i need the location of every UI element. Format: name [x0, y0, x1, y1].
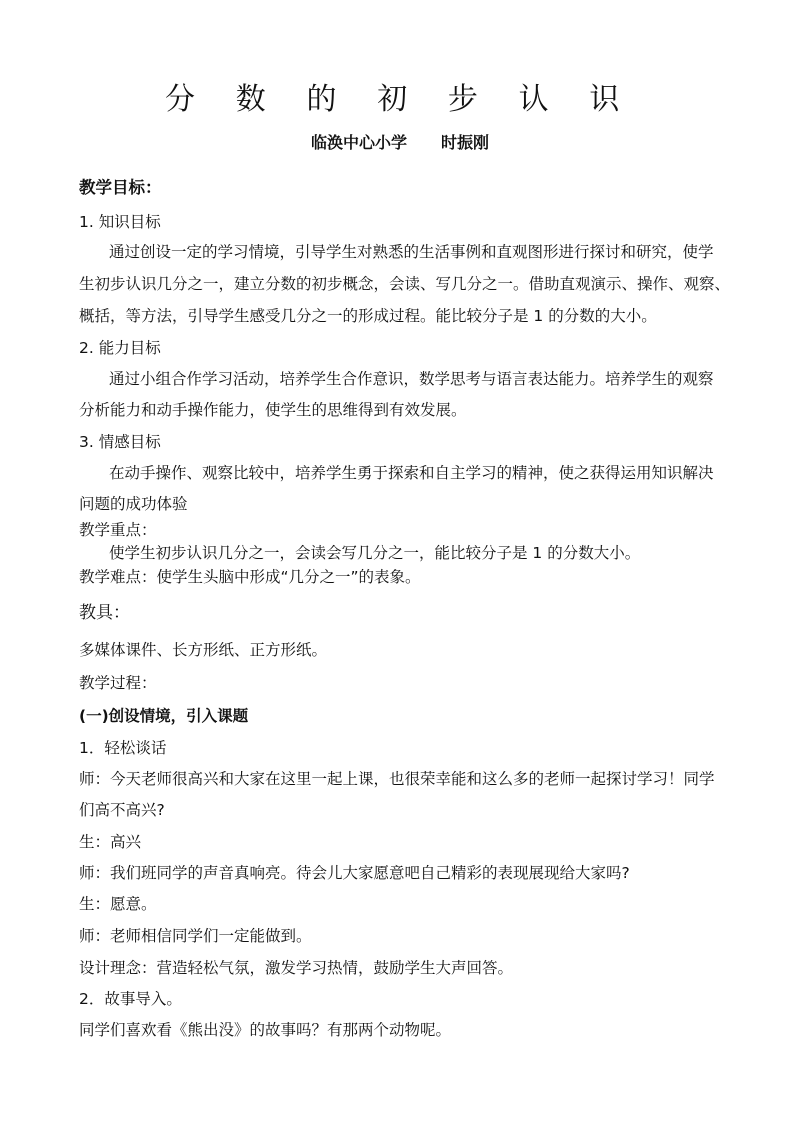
difficulty-text: 教学难点：使学生头脑中形成“几分之一”的表象。: [79, 568, 421, 586]
knowledge-line-1: 通过创设一定的学习情境，引导学生对熟悉的生活事例和直观图形进行探讨和研究，使学: [109, 243, 714, 261]
item1-talk: 1．轻松谈话: [79, 739, 167, 757]
ability-line-2: 分析能力和动手操作能力，使学生的思维得到有效发展。: [79, 401, 467, 419]
author-name: 时振刚: [441, 133, 490, 152]
student-line-1: 生：高兴: [79, 833, 142, 851]
item2-story: 2．故事导入。: [79, 990, 182, 1008]
design-concept: 设计理念：营造轻松气氛，激发学习热情，鼓励学生大声回答。: [79, 959, 514, 977]
knowledge-line-3: 概括，等方法，引导学生感受几分之一的形成过程。能比较分子是 1 的分数的大小。: [79, 307, 657, 325]
tools-text: 多媒体课件、长方形纸、正方形纸。: [79, 641, 328, 659]
knowledge-heading: 1. 知识目标: [79, 213, 161, 231]
ability-line-1: 通过小组合作学习活动，培养学生合作意识，数学思考与语言表达能力。培养学生的观察: [109, 370, 714, 388]
school-name: 临涣中心小学: [310, 133, 407, 152]
emotion-line-1: 在动手操作、观察比较中，培养学生勇于探索和自主学习的精神，使之获得运用知识解决: [109, 464, 714, 482]
knowledge-line-2: 生初步认识几分之一，建立分数的初步概念，会读、写几分之一。借助直观演示、操作、观察、: [79, 275, 731, 293]
key-point-text: 使学生初步认识几分之一，会读会写几分之一，能比较分子是 1 的分数大小。: [109, 544, 641, 562]
emotion-heading: 3. 情感目标: [79, 433, 161, 451]
teacher-line-3: 师：老师相信同学们一定能做到。: [79, 927, 312, 945]
story-intro: 同学们喜欢看《熊出没》的故事吗？有那两个动物呢。: [79, 1021, 452, 1039]
objectives-heading: 教学目标：: [79, 178, 162, 197]
student-line-2: 生：愿意。: [79, 895, 157, 913]
section1-heading: (一)创设情境，引入课题: [79, 707, 249, 725]
teacher-line-2: 师：我们班同学的声音真响亮。待会儿大家愿意吧自己精彩的表现展现给大家吗?: [79, 864, 630, 882]
tools-heading: 教具：: [79, 603, 130, 623]
process-heading: 教学过程：: [79, 674, 157, 692]
document-byline: [0, 133, 800, 153]
emotion-line-2: 问题的成功体验: [79, 495, 188, 513]
document-title: 分 数 的 初 步 认 识: [164, 82, 636, 117]
teacher-line-1b: 们高不高兴?: [79, 801, 165, 819]
teacher-line-1: 师：今天老师很高兴和大家在这里一起上课，也很荣幸能和这么多的老师一起探讨学习！同学: [79, 770, 715, 788]
ability-heading: 2. 能力目标: [79, 339, 161, 357]
key-point-label: 教学重点：: [79, 521, 157, 539]
